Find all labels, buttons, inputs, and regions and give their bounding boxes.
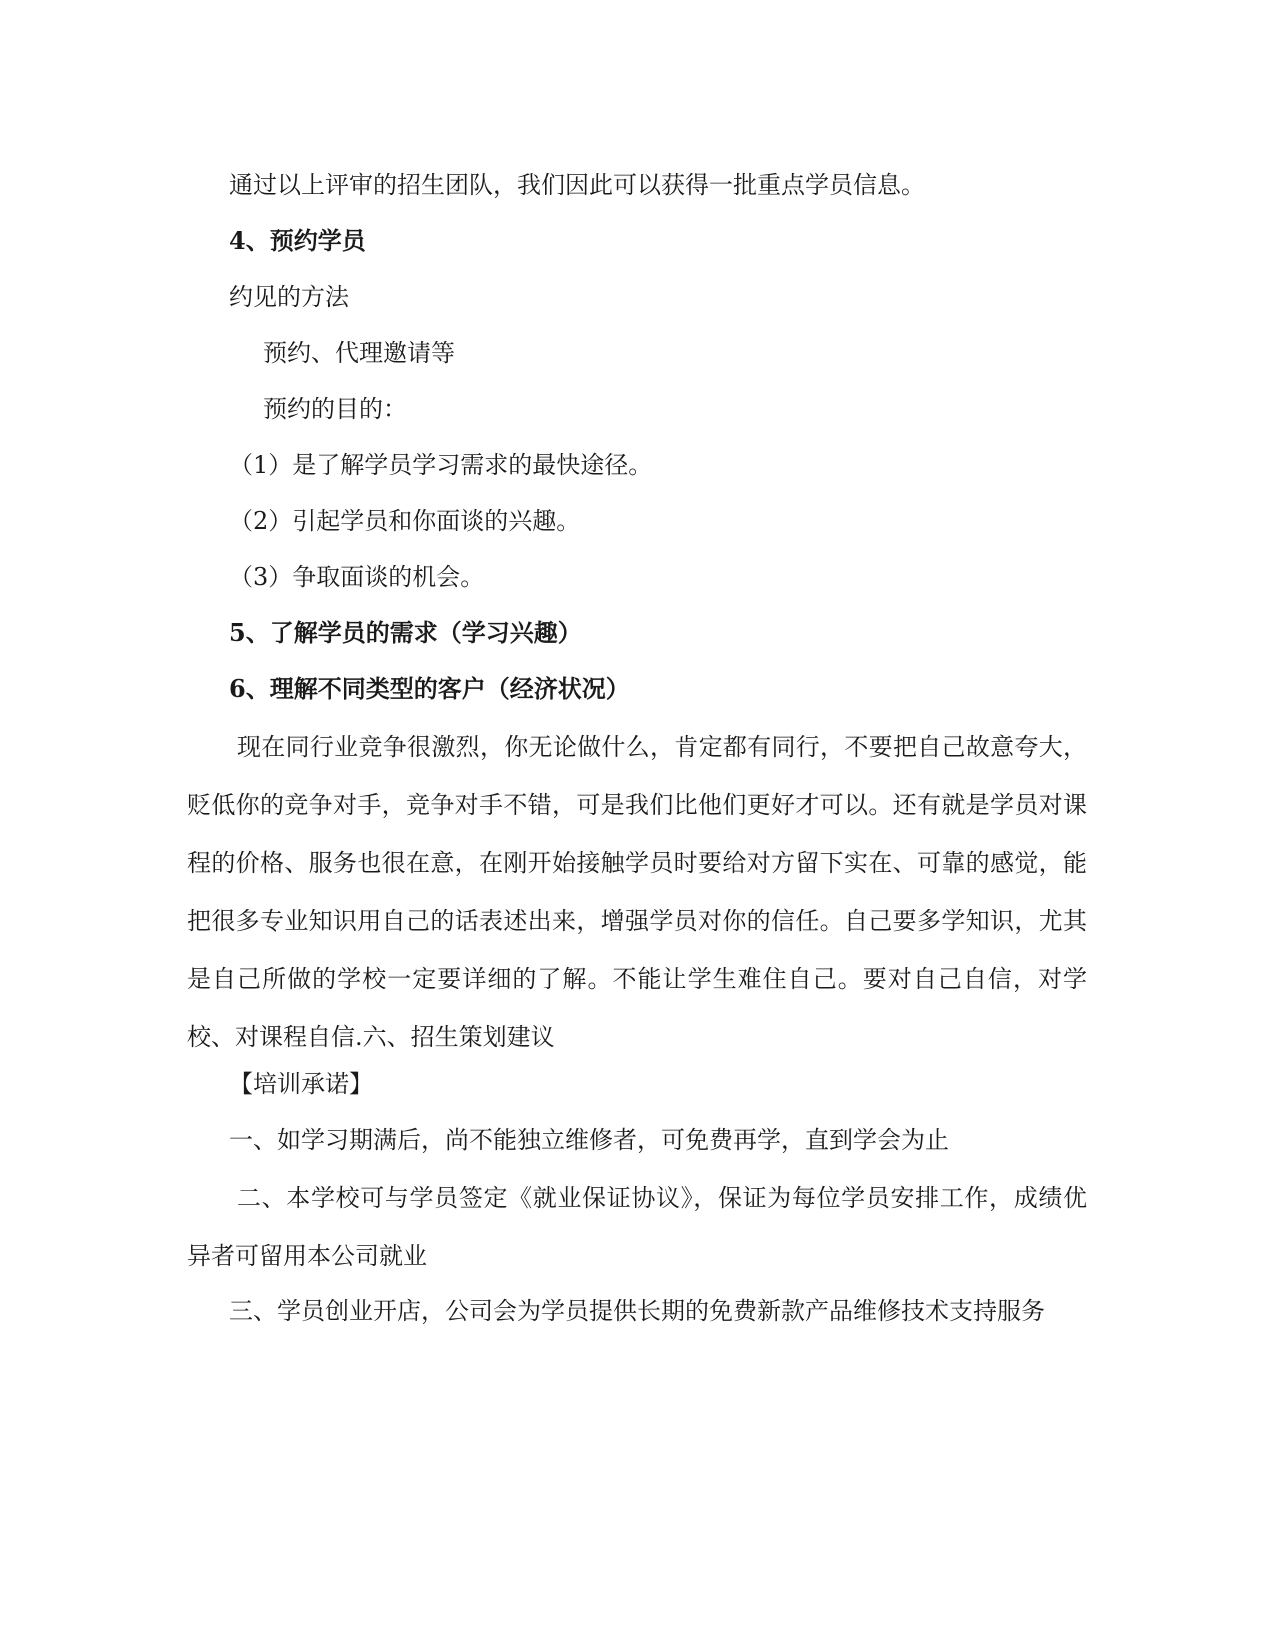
- subheading-method: 约见的方法: [229, 283, 349, 311]
- section-heading-customers: 6、理解不同类型的客户（经济状况）: [229, 674, 630, 703]
- purpose-item-1: （1）是了解学员学习需求的最快途径。: [229, 451, 653, 479]
- section-heading-needs: 5、了解学员的需求（学习兴趣）: [229, 618, 582, 647]
- promise-item-3: 三、学员创业开店，公司会为学员提供长期的免费新款产品维修技术支持服务: [229, 1297, 1045, 1325]
- purpose-item-3: （3）争取面谈的机会。: [229, 563, 485, 591]
- paragraph-competition: 现在同行业竞争很激烈，你无论做什么，肯定都有同行，不要把自己故意夸大，贬低你的竞争对手，竞争对手不错，可是我们比他们更好才可以。还有就是学员对课程的价格、服务也很在意，在刚开始接触学员时要给对方留下实在、可靠的感觉，能把很多专业知识用自己的话表述出来，增强学员对你的信任。自己要多学知识，尤其是自己所做的学校一定要详细的了解。不能让学生难住自己。要对自己自信，对学校、对课程自信.六、招生策划建议: [187, 733, 1087, 1051]
- purpose-item-2: （2）引起学员和你面谈的兴趣。: [229, 507, 581, 535]
- promise-item-2: 二、本学校可与学员签定《就业保证协议》，保证为每位学员安排工作，成绩优异者可留用本公司就业: [187, 1184, 1087, 1270]
- promise-item-1: 一、如学习期满后，尚不能独立维修者，可免费再学，直到学会为止: [229, 1126, 949, 1154]
- subheading-purpose: 预约的目的：: [263, 395, 407, 423]
- intro-line: 通过以上评审的招生团队，我们因此可以获得一批重点学员信息。: [229, 171, 925, 199]
- method-detail: 预约、代理邀请等: [263, 339, 455, 367]
- section-heading-appointment: 4、预约学员: [229, 226, 366, 255]
- training-heading: 【培训承诺】: [229, 1070, 373, 1098]
